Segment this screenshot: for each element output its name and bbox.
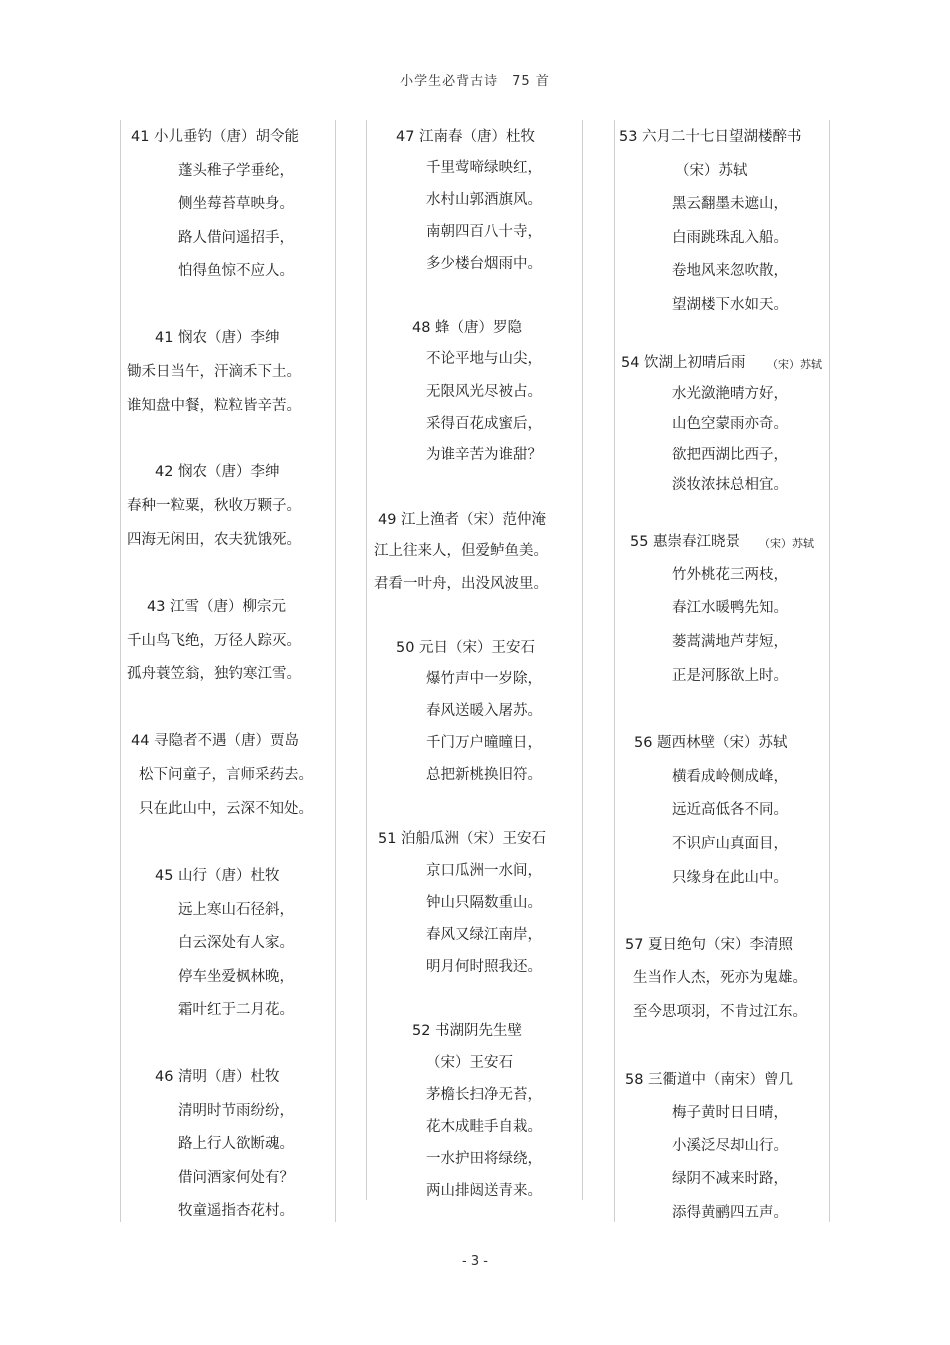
poem-line: 远上寒山石径斜，	[178, 902, 294, 918]
poem-line: 黑云翻墨未遮山，	[672, 196, 788, 212]
poem-line: 停车坐爱枫林晚，	[178, 969, 294, 985]
poem-line: 为谁辛苦为谁甜？	[426, 447, 542, 463]
poem-line: 借问酒家何处有？	[178, 1170, 294, 1186]
poem-line: 远近高低各不同。	[672, 802, 788, 818]
poem-title: 48 蜂（唐）罗隐	[412, 320, 523, 336]
poem-line: 春风又绿江南岸，	[426, 927, 542, 943]
poem-title: 47 江南春（唐）杜牧	[396, 129, 536, 145]
poem-line: 卷地风来忽吹散，	[672, 263, 788, 279]
poem-line: 怕得鱼惊不应人。	[178, 263, 294, 279]
poem-line: 蓬头稚子学垂纶，	[178, 163, 294, 179]
poem-title: 46 清明（唐）杜牧	[155, 1069, 280, 1085]
poem-line: 只在此山中，云深不知处。	[139, 801, 313, 817]
poem-line: 欲把西湖比西子，	[672, 447, 788, 463]
page-header: 小学生必背古诗 75 首	[400, 74, 550, 89]
poem-column-3	[614, 120, 830, 1222]
poem-line: 总把新桃换旧符。	[426, 767, 542, 783]
poem-column-1	[120, 120, 336, 1222]
poem-line: 绿阴不减来时路，	[672, 1171, 788, 1187]
poem-line: 白雨跳珠乱入船。	[672, 230, 788, 246]
poem-title: 58 三衢道中（南宋）曾几	[625, 1072, 794, 1088]
poem-line: 京口瓜洲一水间，	[426, 863, 542, 879]
poem-title: 41 小儿垂钓（唐）胡令能	[131, 129, 300, 145]
poem-line: 添得黄鹂四五声。	[672, 1205, 788, 1221]
poem-line: 春种一粒粟，秋收万颗子。	[127, 498, 301, 514]
poem-line: 江上往来人，但爱鲈鱼美。	[374, 543, 548, 559]
poem-line: 千里莺啼绿映红，	[426, 160, 542, 176]
poem-line: 君看一叶舟，出没风波里。	[374, 576, 548, 592]
poem-line: 茅檐长扫净无苔，	[426, 1087, 542, 1103]
poem-line: 小溪泛尽却山行。	[672, 1138, 788, 1154]
poem-line: 至今思项羽，不肯过江东。	[633, 1004, 807, 1020]
poem-line: 春风送暖入屠苏。	[426, 703, 542, 719]
poem-line: 侧坐莓苔草映身。	[178, 196, 294, 212]
poem-title: 43 江雪（唐）柳宗元	[147, 599, 287, 615]
poem-line: 正是河豚欲上时。	[672, 668, 788, 684]
poem-line: 无限风光尽被占。	[426, 384, 542, 400]
poem-line: 千山鸟飞绝，万径人踪灭。	[127, 633, 301, 649]
poem-line: 南朝四百八十寺，	[426, 224, 542, 240]
poem-author: （宋）苏轼	[675, 163, 748, 179]
poem-line: 爆竹声中一岁除，	[426, 671, 542, 687]
poem-line: 孤舟蓑笠翁，独钓寒江雪。	[127, 666, 301, 682]
poem-line: 花木成畦手自栽。	[426, 1119, 542, 1135]
poem-line: 水村山郭酒旗风。	[426, 192, 542, 208]
poem-line: 四海无闲田，农夫犹饿死。	[127, 532, 301, 548]
poem-title: 50 元日（宋）王安石	[396, 640, 536, 656]
poem-line: 白云深处有人家。	[178, 935, 294, 951]
poem-title: 41 悯农（唐）李绅	[155, 330, 280, 346]
poem-title: 45 山行（唐）杜牧	[155, 868, 280, 884]
poem-line: 路人借问遥招手，	[178, 230, 294, 246]
poem-line: 霜叶红于二月花。	[178, 1002, 294, 1018]
poem-title: 54 饮湖上初晴后雨	[621, 355, 746, 371]
poem-line: 钟山只隔数重山。	[426, 895, 542, 911]
poem-line: 生当作人杰，死亦为鬼雄。	[633, 970, 807, 986]
poem-line: 千门万户曈曈日，	[426, 735, 542, 751]
poem-line: 蒌蒿满地芦芽短，	[672, 634, 788, 650]
poem-line: 松下问童子，言师采药去。	[139, 767, 313, 783]
poem-line: 望湖楼下水如天。	[672, 297, 788, 313]
poem-line: 多少楼台烟雨中。	[426, 256, 542, 272]
poem-line: 路上行人欲断魂。	[178, 1136, 294, 1152]
poem-line: 梅子黄时日日晴，	[672, 1105, 788, 1121]
poem-title: 53 六月二十七日望湖楼醉书	[619, 129, 802, 145]
poem-line: 不论平地与山尖，	[426, 351, 542, 367]
poem-title: 42 悯农（唐）李绅	[155, 464, 280, 480]
poem-title: 56 题西林壁（宋）苏轼	[634, 735, 788, 751]
poem-author: （宋）苏轼	[759, 537, 814, 550]
poem-column-2	[366, 120, 583, 1200]
poem-line: 山色空蒙雨亦奇。	[672, 416, 788, 432]
poem-line: 淡妆浓抹总相宜。	[672, 477, 788, 493]
poem-title: 52 书湖阴先生壁	[412, 1023, 523, 1039]
poem-line: 谁知盘中餐，粒粒皆辛苦。	[127, 398, 301, 414]
poem-line: 只缘身在此山中。	[672, 870, 788, 886]
poem-line: 一水护田将绿绕，	[426, 1151, 542, 1167]
poem-line: 牧童遥指杏花村。	[178, 1203, 294, 1219]
poem-title: 57 夏日绝句（宋）李清照	[625, 937, 794, 953]
poem-line: 横看成岭侧成峰，	[672, 769, 788, 785]
poem-title: 49 江上渔者（宋）范仲淹	[378, 512, 547, 528]
poem-line: 采得百花成蜜后，	[426, 416, 542, 432]
poem-line: 不识庐山真面目，	[672, 836, 788, 852]
poem-author: （宋）王安石	[426, 1055, 513, 1071]
poem-line: 水光潋滟晴方好，	[672, 386, 788, 402]
poem-line: 竹外桃花三两枝，	[672, 567, 788, 583]
poem-line: 春江水暖鸭先知。	[672, 600, 788, 616]
poem-line: 清明时节雨纷纷，	[178, 1103, 294, 1119]
poem-line: 明月何时照我还。	[426, 959, 542, 975]
page-number: - 3 -	[462, 1254, 488, 1269]
poem-title: 44 寻隐者不遇（唐）贾岛	[131, 733, 300, 749]
poem-line: 锄禾日当午，汗滴禾下土。	[127, 364, 301, 380]
poem-author: （宋）苏轼	[767, 358, 822, 371]
poem-title: 55 惠崇春江晓景	[630, 534, 741, 550]
poem-line: 两山排闼送青来。	[426, 1183, 542, 1199]
poem-title: 51 泊船瓜洲（宋）王安石	[378, 831, 547, 847]
